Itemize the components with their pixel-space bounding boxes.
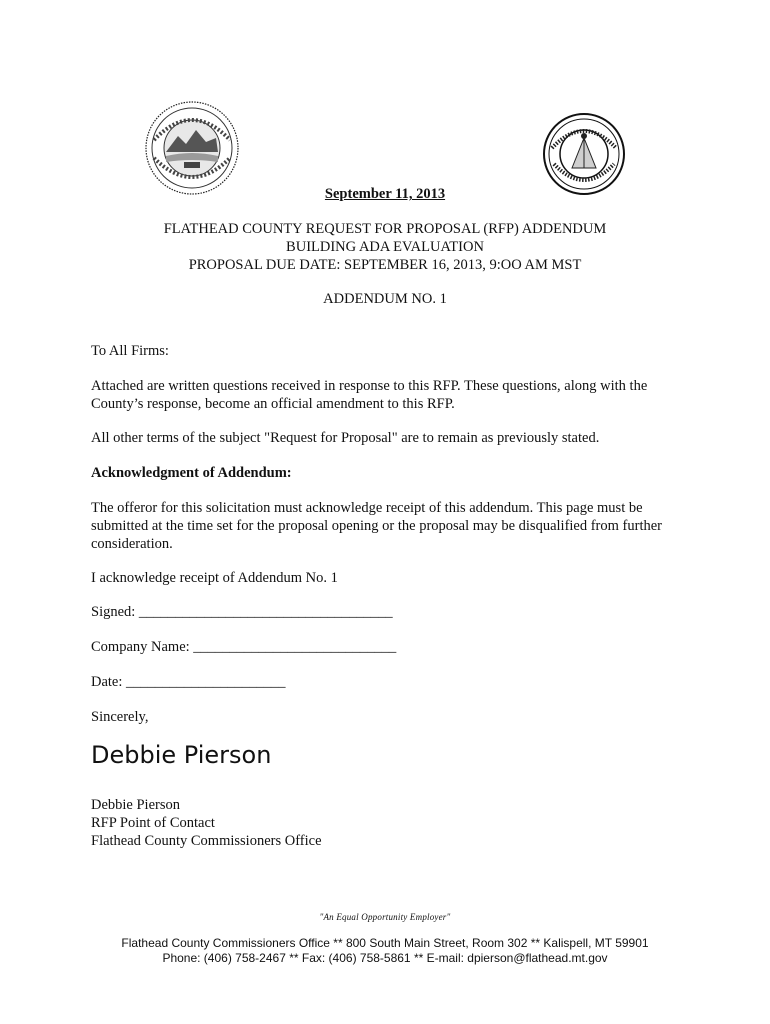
- signature-block: [91, 796, 691, 850]
- acknowledgment-paragraph: [91, 499, 691, 553]
- date-field[interactable]: Date: ______________________: [91, 674, 286, 690]
- intro-line-2: County’s response, become an official amendment to this RFP.: [91, 396, 455, 412]
- equal-opportunity-tagline: "An Equal Opportunity Employer": [319, 912, 451, 922]
- ack-para-line-1: The offeror for this solicitation must acknowledge receipt of this addendum. This page must be: [91, 500, 643, 516]
- footer-address: Flathead County Commissioners Office ** 800 South Main Street, Room 302 ** Kalispell, MT 59901: [121, 936, 649, 950]
- footer: [0, 936, 770, 966]
- title-line-3: PROPOSAL DUE DATE: SEPTEMBER 16, 2013, 9:OO AM MST: [188, 257, 582, 273]
- title-line-2: BUILDING ADA EVALUATION: [286, 239, 484, 255]
- footer-contact: Phone: (406) 758-2467 ** Fax: (406) 758-5861 ** E-mail: dpierson@flathead.mt.gov: [162, 951, 608, 965]
- acknowledge-receipt-line: I acknowledge receipt of Addendum No. 1: [91, 570, 338, 586]
- state-seal-logo: [144, 100, 240, 196]
- acknowledgment-heading: Acknowledgment of Addendum:: [91, 465, 292, 481]
- signature: Debbie Pierson: [91, 741, 272, 769]
- ack-para-line-3: consideration.: [91, 536, 173, 552]
- salutation: To All Firms:: [91, 343, 169, 359]
- company-name-field[interactable]: Company Name: ____________________________: [91, 639, 397, 655]
- ack-para-line-2: submitted at the time set for the proposal opening or the proposal may be disqualified from further: [91, 518, 662, 534]
- intro-line-1: Attached are written questions received in response to this RFP. These questions, along with the: [91, 378, 648, 394]
- signer-title: RFP Point of Contact: [91, 815, 215, 831]
- signer-office: Flathead County Commissioners Office: [91, 833, 322, 849]
- terms-paragraph: All other terms of the subject "Request for Proposal" are to remain as previously stated.: [91, 430, 600, 446]
- intro-paragraph: [91, 377, 691, 413]
- signed-field[interactable]: Signed: ___________________________________: [91, 604, 393, 620]
- title-line-1: FLATHEAD COUNTY REQUEST FOR PROPOSAL (RFP) ADDENDUM: [163, 221, 607, 237]
- document-title: [0, 220, 770, 274]
- closing: Sincerely,: [91, 709, 149, 725]
- county-seal-logo: [542, 112, 626, 196]
- signer-name: Debbie Pierson: [91, 797, 180, 813]
- addendum-number: ADDENDUM NO. 1: [323, 291, 447, 307]
- document-date: September 11, 2013: [324, 186, 446, 202]
